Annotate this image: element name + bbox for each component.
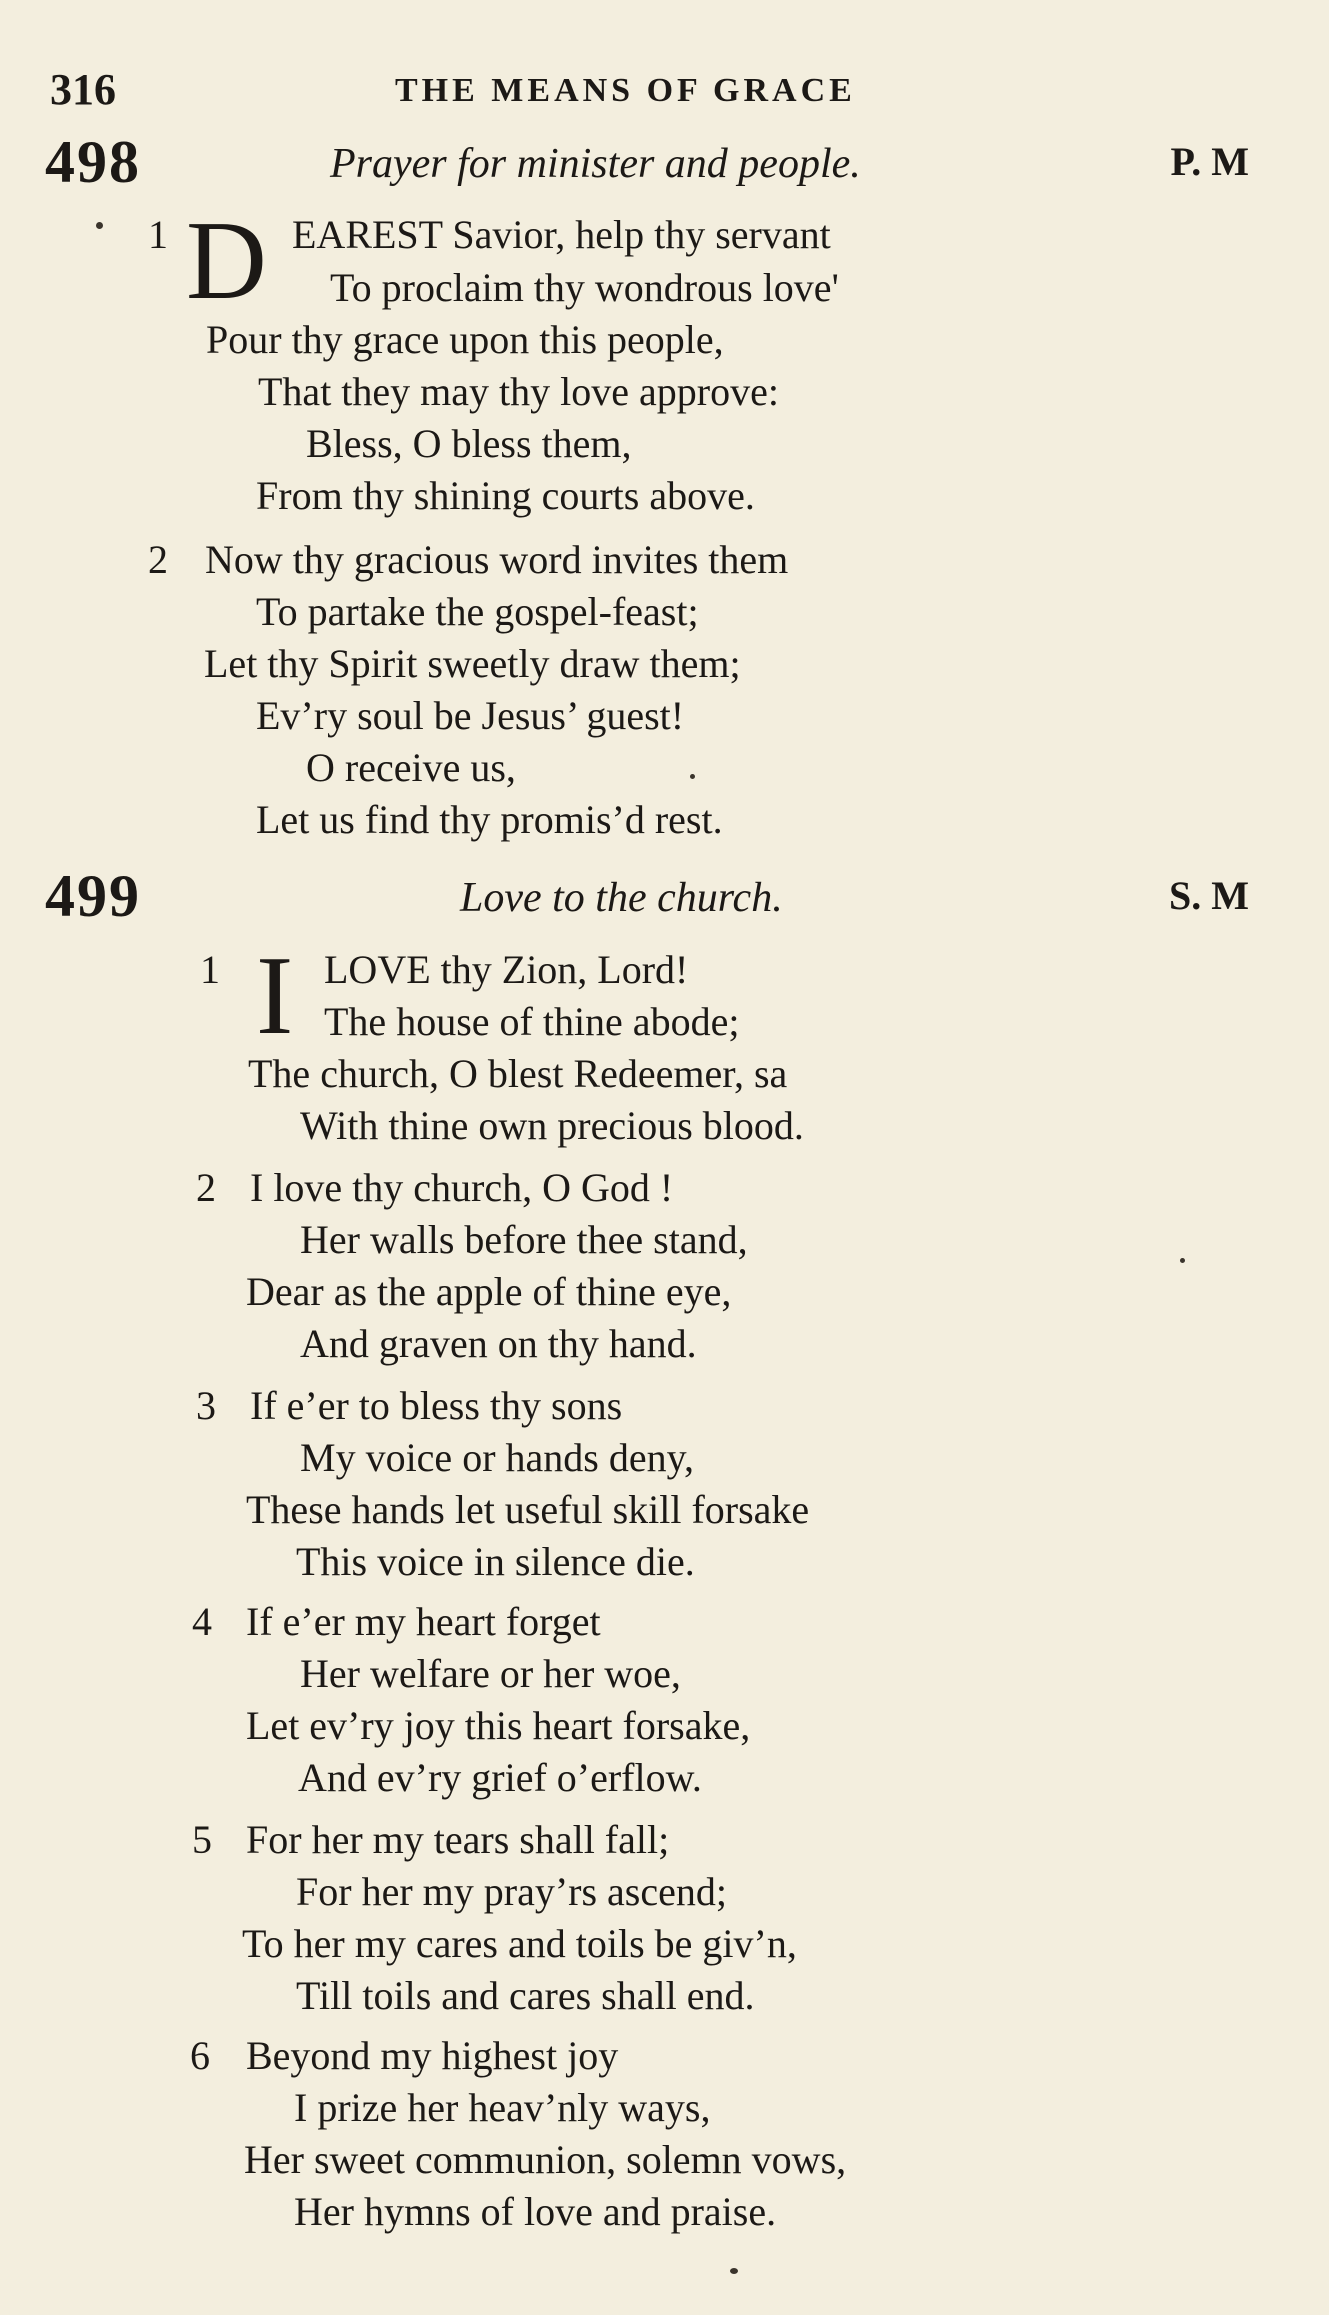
verse-line: Her walls before thee stand, xyxy=(300,1217,748,1262)
running-head: THE MEANS OF GRACE xyxy=(395,72,856,109)
hymn-title: Prayer for minister and people. xyxy=(330,141,861,187)
verse-line: To her my cares and toils be giv’n, xyxy=(242,1921,797,1966)
hymn-meter: P. M xyxy=(1170,139,1249,184)
verse-number: 2 xyxy=(196,1165,216,1210)
verse-number: 6 xyxy=(190,2033,210,2078)
verse-line: To proclaim thy wondrous love' xyxy=(330,265,839,310)
verse-line: My voice or hands deny, xyxy=(300,1435,694,1480)
hymn-heading-499 xyxy=(45,862,1249,932)
verse-line: Her hymns of love and praise. xyxy=(294,2189,777,2234)
drop-cap: D xyxy=(186,199,267,323)
hymn-number: 498 xyxy=(45,129,141,195)
ink-speck xyxy=(96,222,103,229)
ink-speck xyxy=(690,774,695,779)
verse-line: The house of thine abode; xyxy=(324,999,740,1044)
verse-line: For her my tears shall fall; xyxy=(246,1817,670,1862)
hymn-title: Love to the church. xyxy=(460,875,783,921)
verse-line: Her welfare or her woe, xyxy=(300,1651,681,1696)
verse-line: To partake the gospel-feast; xyxy=(256,589,699,634)
page-number: 316 xyxy=(50,65,116,114)
verse-line: EAREST Savior, help thy servant xyxy=(292,212,831,257)
verse-line: I prize her heav’nly ways, xyxy=(294,2085,711,2130)
verse-line: And graven on thy hand. xyxy=(300,1321,697,1366)
verse-line: Let us find thy promis’d rest. xyxy=(256,797,723,842)
verse-number: 1 xyxy=(200,947,220,992)
verse-line: This voice in silence die. xyxy=(296,1539,695,1584)
verse-line: If e’er to bless thy sons xyxy=(250,1383,623,1428)
verse-line: Let thy Spirit sweetly draw them; xyxy=(204,641,741,686)
verse-line: Bless, O bless them, xyxy=(306,421,632,466)
page-header xyxy=(50,64,1269,114)
verse-line: Ev’ry soul be Jesus’ guest! xyxy=(256,693,685,738)
verse-number: 1 xyxy=(148,212,168,257)
verse-line: With thine own precious blood. xyxy=(300,1103,804,1148)
verse-line: From thy shining courts above. xyxy=(256,473,755,518)
verse-number: 3 xyxy=(196,1383,216,1428)
verse-line: The church, O blest Redeemer, sa xyxy=(248,1051,788,1096)
verse-line: LOVE thy Zion, Lord! xyxy=(324,947,689,992)
verse-line: For her my pray’rs ascend; xyxy=(296,1869,727,1914)
verse-line: Let ev’ry joy this heart forsake, xyxy=(246,1703,751,1748)
verse-line: Beyond my highest joy xyxy=(246,2033,619,2078)
verse-number: 4 xyxy=(192,1599,212,1644)
ink-speck xyxy=(1180,1258,1185,1263)
verse-line: Now thy gracious word invites them xyxy=(205,537,789,582)
verse-line: O receive us, xyxy=(306,745,516,790)
verse-line: And ev’ry grief o’erflow. xyxy=(298,1755,702,1800)
verse-line: I love thy church, O God ! xyxy=(250,1165,674,1210)
hymn-number: 499 xyxy=(45,863,141,929)
verse-number: 2 xyxy=(148,537,168,582)
drop-cap: I xyxy=(256,934,294,1058)
verse-line: Pour thy grace upon this people, xyxy=(206,317,724,362)
verse-line: That they may thy love approve: xyxy=(258,369,779,414)
verse-line: Till toils and cares shall end. xyxy=(296,1973,755,2018)
hymn-heading-498 xyxy=(45,128,1249,198)
verse-line: Her sweet communion, solemn vows, xyxy=(244,2137,847,2182)
verse-number: 5 xyxy=(192,1817,212,1862)
verse-line: Dear as the apple of thine eye, xyxy=(246,1269,732,1314)
verse-line: If e’er my heart forget xyxy=(246,1599,601,1644)
verse-line: These hands let useful skill forsake xyxy=(246,1487,810,1532)
ink-speck xyxy=(730,2268,738,2274)
hymn-meter: S. M xyxy=(1169,873,1249,918)
